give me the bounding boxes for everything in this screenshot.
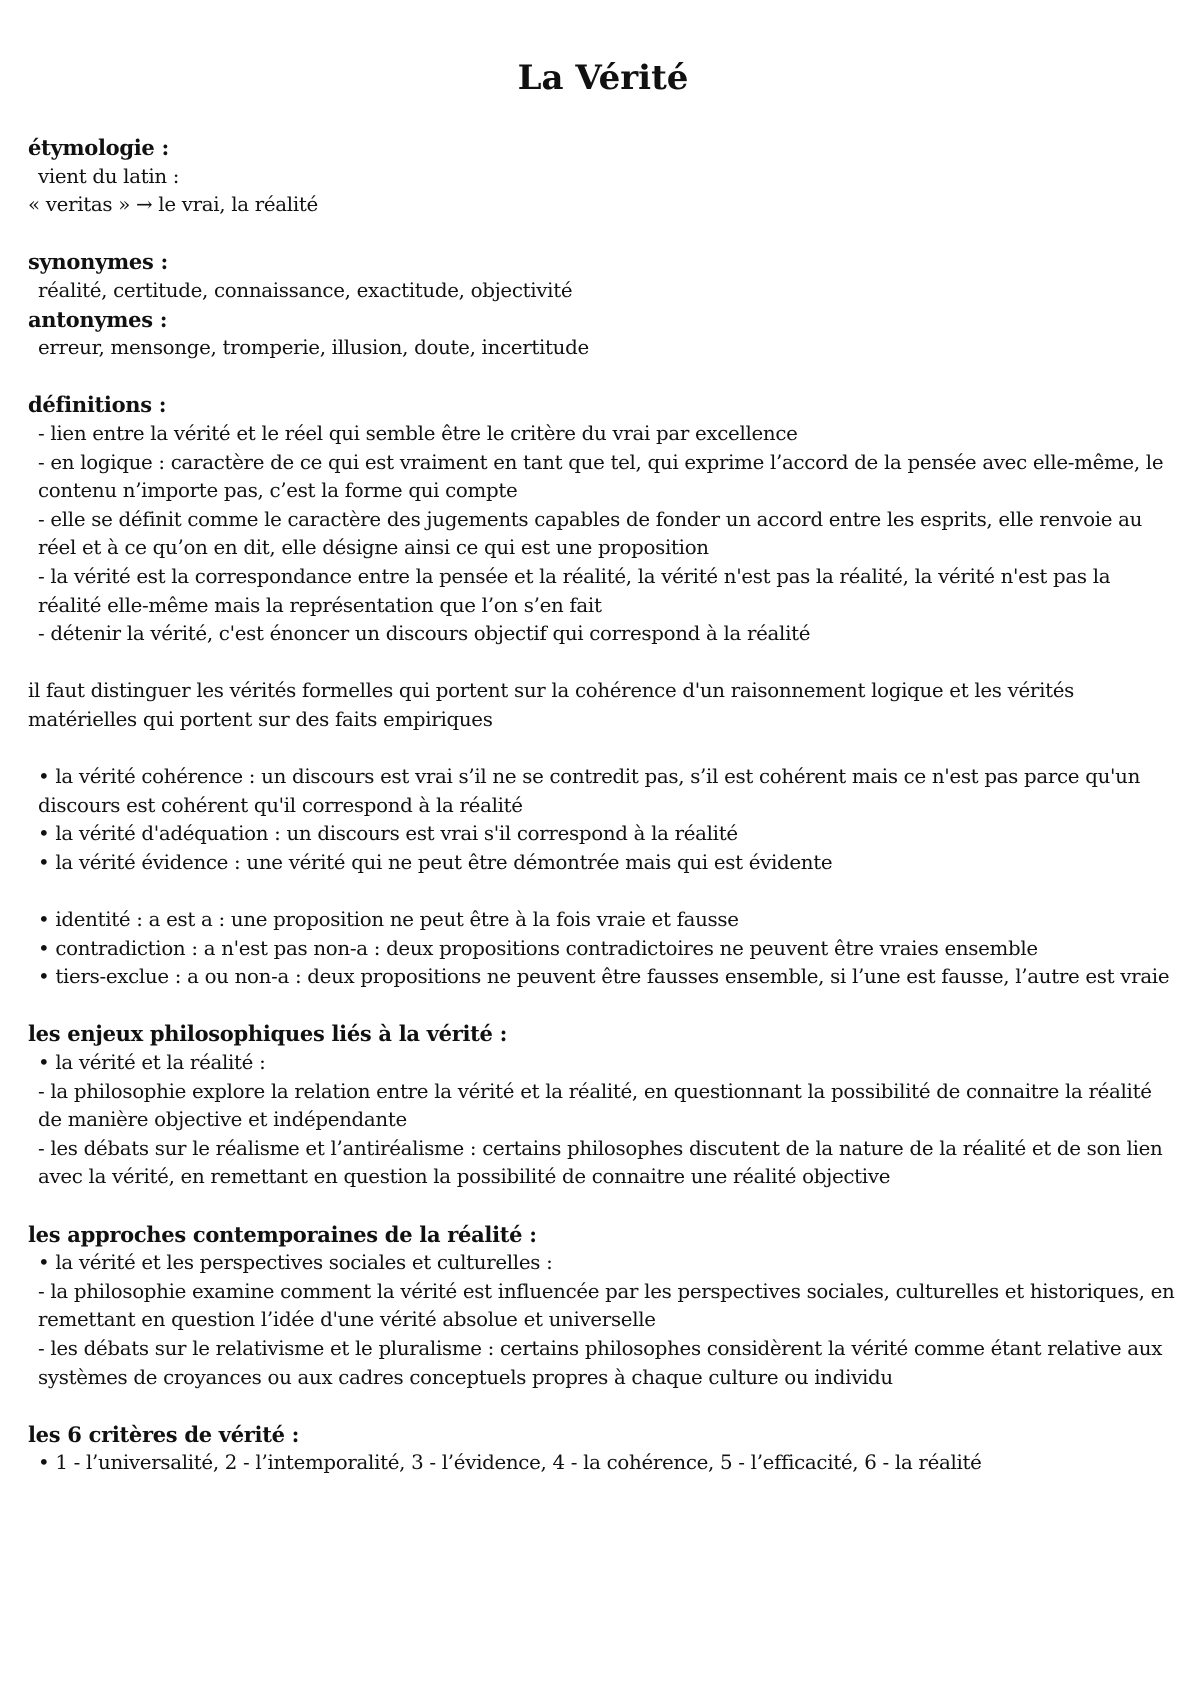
antonymes-heading: antonymes : [28,306,168,332]
definition-item: - lien entre la vérité et le réel qui semble être le critère du vrai par excellence [38,421,798,445]
approches-item: - les débats sur le relativisme et le pluralisme : certains philosophes considèrent la vérité comme étant relative aux systèmes de croyances ou aux cadres conceptuels propres à chaque culture ou individu [38,1336,1163,1389]
approches-item: - la philosophie examine comment la vérité est influencée par les perspectives sociales, culturelles et historiques, en remettant en question l’idée d'une vérité absolue et universelle [38,1279,1175,1332]
antonymes-text: erreur, mensonge, tromperie, illusion, doute, incertitude [38,336,589,360]
spacer [28,734,1178,763]
approches-bullet: • la vérité et les perspectives sociales et culturelles : [38,1251,553,1275]
enjeux-bullet: • la vérité et la réalité : [38,1051,266,1074]
enjeux-section [28,1020,1178,1192]
etymologie-section [28,134,1178,220]
distinction-paragraph: il faut distinguer les vérités formelles qui portent sur la cohérence d'un raisonnement logique et les vérités matérielles qui portent sur des faits empiriques [28,679,1074,731]
definitions-heading: définitions : [28,392,167,418]
definition-item: - détenir la vérité, c'est énoncer un discours objectif qui correspond à la réalité [38,622,811,646]
enjeux-item: - les débats sur le réalisme et l’antiréalisme : certains philosophes discutent de la nature de la réalité et de son lien avec la vérité, en remettant en question la possibilité de connaitre une réalité objective [38,1136,1163,1189]
enjeux-heading: les enjeux philosophiques liés à la vérité : [28,1021,508,1047]
verite-type-item: • la vérité d'adéquation : un discours est vrai s'il correspond à la réalité [38,822,738,846]
principe-item: • contradiction : a n'est pas non-a : deux propositions contradictoires ne peuvent être vraies ensemble [38,936,1038,960]
document-body [28,134,1178,1478]
spacer [28,649,1178,678]
spacer [28,1392,1178,1421]
etymologie-heading: étymologie : [28,135,169,160]
approches-section [28,1221,1178,1393]
page-title: La Vérité [517,58,689,98]
definition-item: - elle se définit comme le caractère des jugements capables de fonder un accord entre les esprits, elle renvoie au réel et à ce qu’on en dit, elle désigne ainsi ce qui est une proposition [38,507,1143,560]
criteres-heading: les 6 critères de vérité : [28,1421,300,1447]
spacer [28,220,1178,249]
definition-item: - en logique : caractère de ce qui est vraiment en tant que tel, qui exprime l’accord de la pensée avec elle-même, le contenu n’importe pas, c’est la forme qui compte [38,450,1164,503]
antonymes-section [28,306,1178,363]
synonymes-section [28,248,1178,305]
definitions-section [28,391,1178,991]
principe-item: • identité : a est a : une proposition ne peut être à la fois vraie et fausse [38,908,739,932]
approches-heading: les approches contemporaines de la réalité : [28,1221,537,1247]
criteres-section [28,1421,1178,1478]
spacer [28,1192,1178,1221]
verite-type-item: • la vérité cohérence : un discours est vrai s’il ne se contredit pas, s’il est cohérent mais ce n'est pas parce qu'un discours est cohérent qu'il correspond à la réalité [38,765,1141,817]
spacer [28,363,1178,392]
definition-item: - la vérité est la correspondance entre la pensée et la réalité, la vérité n'est pas la réalité, la vérité n'est pas la réalité elle-même mais la représentation que l’on s’en fait [38,564,1111,617]
verite-type-item: • la vérité évidence : une vérité qui ne peut être démontrée mais qui est évidente [38,850,833,874]
synonymes-text: réalité, certitude, connaissance, exactitude, objectivité [38,278,573,302]
spacer [28,877,1178,906]
enjeux-item: - la philosophie explore la relation entre la vérité et la réalité, en questionnant la possibilité de connaitre la réalité de manière objective et indépendante [38,1079,1152,1132]
etymologie-line: vient du latin : [38,164,180,188]
spacer [28,992,1178,1021]
synonymes-heading: synonymes : [28,249,168,275]
criteres-list: • 1 - l’universalité, 2 - l’intemporalité, 3 - l’évidence, 4 - la cohérence, 5 - l’efficacité, 6 - la réalité [38,1451,982,1475]
principe-item: • tiers-exclue : a ou non-a : deux propositions ne peuvent être fausses ensemble, si l’une est fausse, l’autre est vraie [38,965,1170,989]
etymologie-line: « veritas » → le vrai, la réalité [28,193,318,217]
